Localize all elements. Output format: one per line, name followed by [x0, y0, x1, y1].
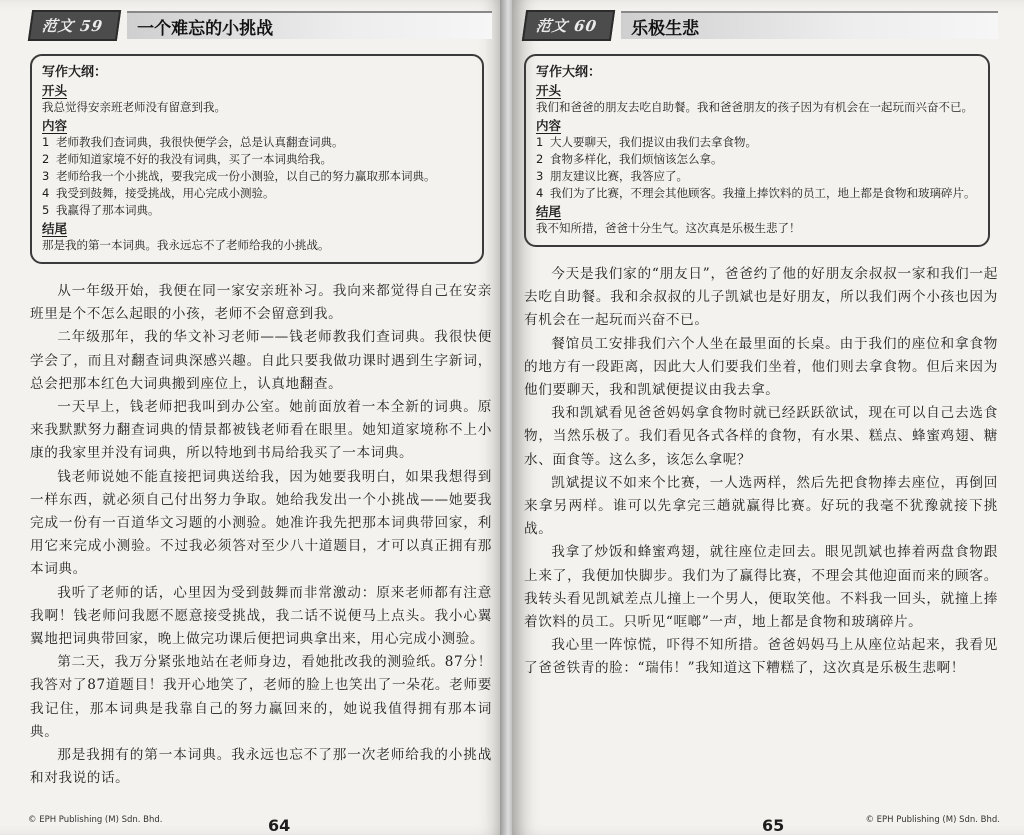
outline-end-label: 结尾 [42, 221, 68, 236]
outline-item-number: 5 [42, 203, 50, 217]
right-page [512, 0, 1024, 835]
outline-item-number: 1 [536, 135, 544, 149]
outline-item [42, 134, 470, 151]
outline-item-text: 我受到鼓舞，接受挑战，用心完成小测验。 [56, 186, 275, 200]
essay-paragraph: 我心里一阵惊慌，吓得不知所措。爸爸妈妈马上从座位站起来，我看见了爸爸铁青的脸：“瑞伟！”我知道这下糟糕了，这次真是乐极生悲啊！ [524, 637, 998, 677]
outline-end-label: 结尾 [536, 204, 562, 219]
page-number: 65 [762, 816, 785, 835]
outline-item-text: 大人要聊天，我们提议由我们去拿食物。 [550, 135, 757, 149]
outline-item [536, 168, 976, 185]
outline-item [42, 202, 470, 219]
outline-item-text: 食物多样化，我们烦恼该怎么拿。 [550, 152, 723, 166]
outline-item [42, 185, 470, 202]
essay-paragraph: 我和凯斌看见爸爸妈妈拿食物时就已经跃跃欲试，现在可以自己去选食物，当然乐极了。我们看见各式各样的食物，有水果、糕点、蜂蜜鸡翅、糖水、面食等。这么多，该怎么拿呢？ [524, 405, 998, 468]
outline-intro-label: 开头 [536, 83, 562, 98]
outline-item [536, 151, 976, 168]
outline-item-number: 1 [42, 135, 50, 149]
outline-item-number: 3 [42, 169, 50, 183]
outline-item-number: 2 [42, 152, 50, 166]
essay-paragraph: 从一年级开始，我便在同一家安亲班补习。我向来都觉得自己在安亲班里是个不怎么起眼的小孩，老师不会留意到我。 [30, 283, 492, 323]
outline-body-label: 内容 [42, 118, 68, 133]
publisher-credit: © EPH Publishing (M) Sdn. Bhd. [28, 815, 163, 825]
publisher-credit: © EPH Publishing (M) Sdn. Bhd. [865, 815, 1000, 825]
left-essay-tab: 范文 59 [28, 10, 121, 41]
outline-item [42, 168, 470, 185]
outline-end: 那是我的第一本词典。我永远忘不了老师给我的小挑战。 [42, 238, 330, 252]
outline-item [536, 185, 976, 202]
essay-paragraph: 我拿了炒饭和蜂蜜鸡翅，就往座位走回去。眼见凯斌也捧着两盘食物跟上来了，我便加快脚步。我们为了赢得比赛，不理会其他迎面而来的顾客。我转头看见凯斌差点儿撞上一个男人，便取笑他。不料我一回头，就撞上捧着饮料的员工。只听见“哐啷”一声，地上都是食物和玻璃碎片。 [524, 544, 998, 631]
outline-item [42, 151, 470, 168]
outline-end: 我不知所措，爸爸十分生气。这次真是乐极生悲了！ [536, 221, 801, 235]
outline-item-number: 4 [42, 186, 50, 200]
outline-intro-label: 开头 [42, 83, 68, 98]
left-outline-box [30, 54, 484, 264]
outline-item-text: 老师给我一个小挑战，要我完成一份小测验，以自己的努力赢取那本词典。 [56, 169, 436, 183]
outline-title: 写作大纲： [42, 65, 108, 80]
left-footer [0, 805, 506, 835]
outline-item-text: 朋友建议比赛，我答应了。 [550, 169, 688, 183]
outline-intro: 我总觉得安亲班老师没有留意到我。 [42, 100, 226, 114]
outline-item-text: 我们为了比赛，不理会其他顾客。我撞上捧饮料的员工，地上都是食物和玻璃碎片。 [550, 186, 976, 200]
outline-intro: 我们和爸爸的朋友去吃自助餐。我和爸爸朋友的孩子因为有机会在一起玩而兴奋不已。 [536, 100, 973, 114]
outline-body-label: 内容 [536, 118, 562, 133]
outline-item-number: 3 [536, 169, 544, 183]
right-essay-tab: 范文 60 [522, 10, 615, 41]
outline-item-text: 老师教我们查词典，我很快便学会，总是认真翻查词典。 [56, 135, 344, 149]
essay-paragraph: 今天是我们家的“朋友日”，爸爸约了他的好朋友余叔叔一家和我们一起去吃自助餐。我和余叔叔的儿子凯斌也是好朋友，所以我们两个小孩也因为有机会在一起玩而兴奋不已。 [524, 266, 998, 329]
outline-title: 写作大纲： [536, 65, 602, 80]
essay-paragraph: 那是我拥有的第一本词典。我永远也忘不了那一次老师给我的小挑战和对我说的话。 [30, 747, 492, 787]
essay-paragraph: 一天早上，钱老师把我叫到办公室。她前面放着一本全新的词典。原来我默默努力翻查词典的情景都被钱老师看在眼里。她知道家境称不上小康的我家里并没有词典，所以特地到书局给我买了一本词典。 [30, 399, 492, 462]
right-footer [512, 805, 1024, 835]
left-essay-title: 一个难忘的小挑战 [127, 11, 492, 39]
page-number: 64 [268, 816, 291, 835]
right-outline-box [524, 54, 990, 247]
outline-item-number: 2 [536, 152, 544, 166]
right-essay-body [524, 263, 998, 681]
outline-item-number: 4 [536, 186, 544, 200]
essay-paragraph: 餐馆员工安排我们六个人坐在最里面的长桌。由于我们的座位和拿食物的地方有一段距离，因此大人们要我们坐着，他们则去拿食物。但后来因为他们要聊天，我和凯斌便提议由我去拿。 [524, 335, 998, 399]
outline-item-text: 我赢得了那本词典。 [56, 203, 160, 217]
essay-paragraph: 凯斌提议不如来个比赛，一人选两样，然后先把食物捧去座位，再倒回来拿另两样。谁可以先拿完三趟就赢得比赛。好玩的我毫不犹豫就接下挑战。 [524, 474, 998, 538]
outline-item [536, 134, 976, 151]
left-header [30, 10, 492, 40]
right-header [524, 10, 998, 40]
essay-paragraph: 第二天，我万分紧张地站在老师身边，看她批改我的测验纸。87分！我答对了87道题目！我开心地笑了，老师的脸上也笑出了一朵花。老师要我记住，那本词典是我靠自己的努力赢回来的，她说我值得拥有那本词典。 [30, 654, 492, 740]
left-essay-body [30, 280, 492, 790]
outline-item-text: 老师知道家境不好的我没有词典，买了一本词典给我。 [56, 152, 332, 166]
essay-paragraph: 我听了老师的话，心里因为受到鼓舞而非常激动：原来老师都有注意我啊！钱老师问我愿不愿意接受挑战，我二话不说便马上点头。我小心翼翼地把词典带回家，晚上做完功课后便把词典拿出来，用心完成小测验。 [30, 584, 492, 648]
right-essay-title: 乐极生悲 [621, 11, 998, 39]
left-page [0, 0, 506, 835]
essay-paragraph: 二年级那年，我的华文补习老师——钱老师教我们查词典。我很快便学会了，而且对翻查词典深感兴趣。自此只要我做功课时遇到生字新词，总会把那本红色大词典搬到座位上，认真地翻查。 [30, 329, 492, 392]
essay-paragraph: 钱老师说她不能直接把词典送给我，因为她要我明白，如果我想得到一样东西，就必须自己付出努力争取。她给我发出一个小挑战——她要我完成一份有一百道华文习题的小测验。她准许我先把那本词典带回家，利用它来完成小测验。不过我必须答对至少八十道题目，才可以真正拥有那本词典。 [30, 468, 492, 578]
